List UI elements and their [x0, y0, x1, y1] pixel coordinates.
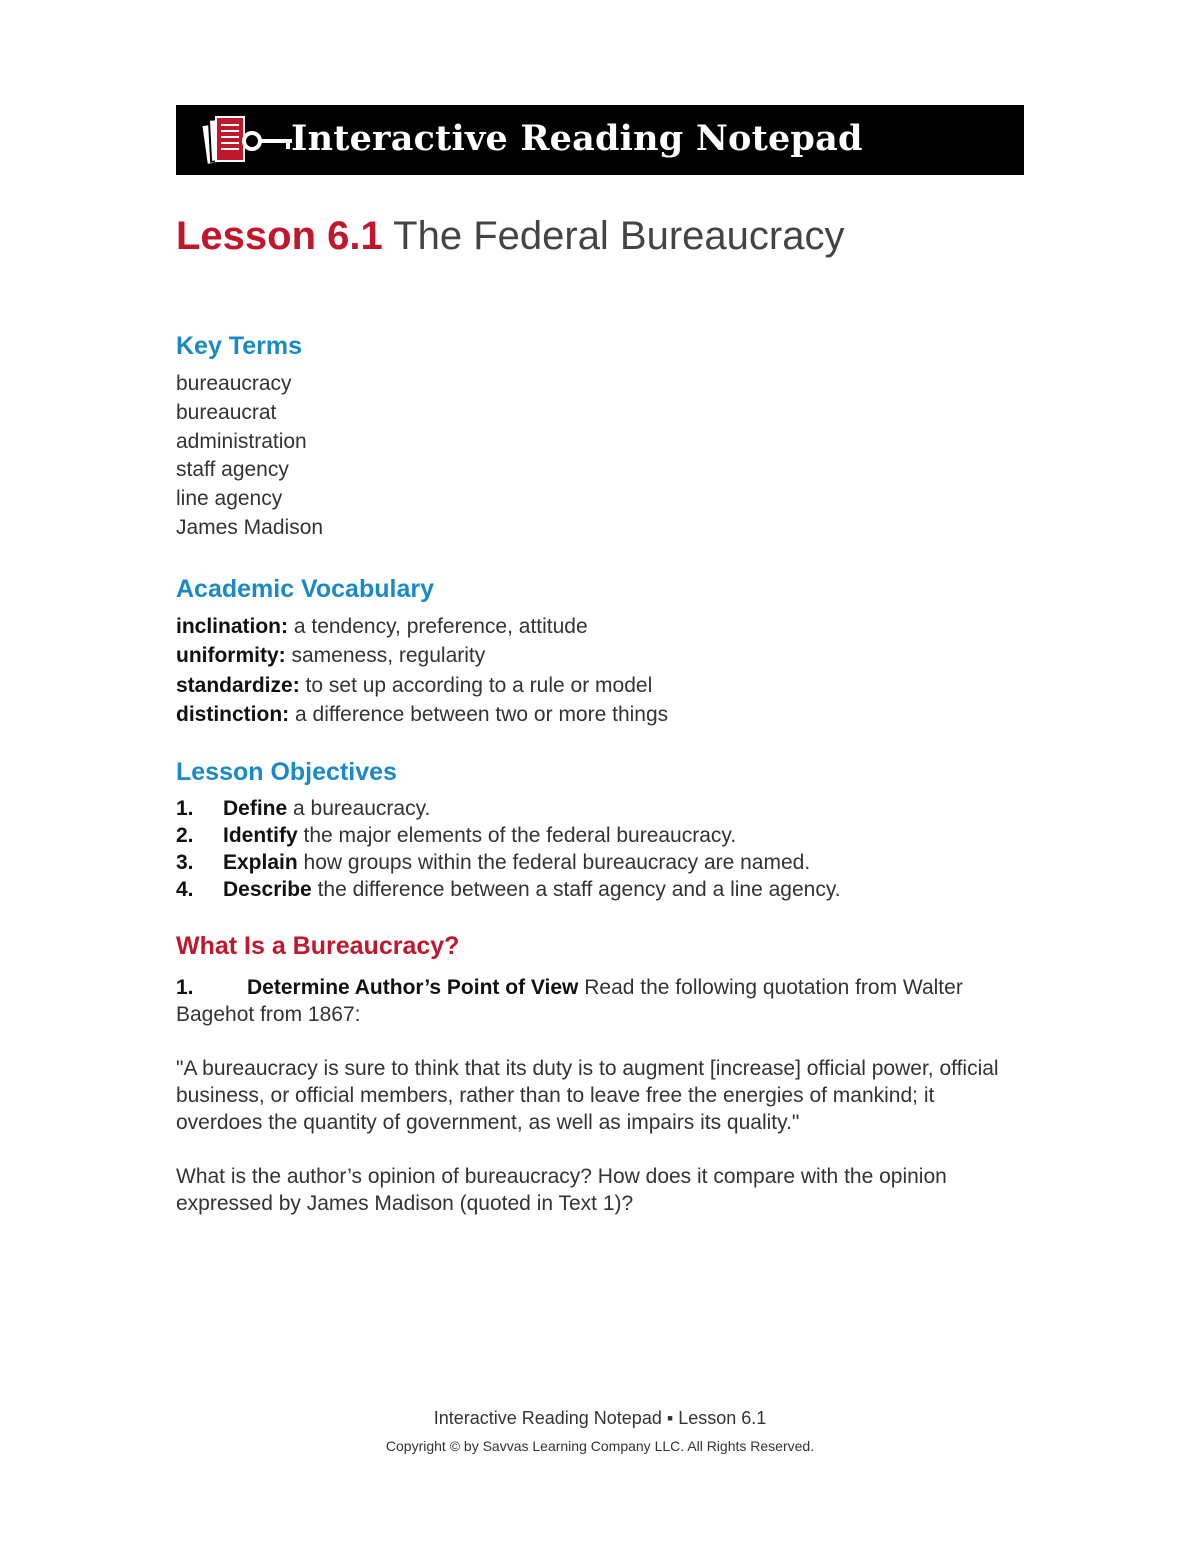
banner-title: Interactive Reading Notepad [291, 118, 863, 159]
list-item: bureaucrat [176, 400, 277, 424]
objective-verb: Define [223, 797, 288, 820]
objective-verb: Explain [223, 851, 298, 874]
page-title [176, 210, 844, 262]
vocabulary-definition: sameness, regularity [291, 644, 486, 668]
objective-number: 1. [176, 797, 194, 820]
objective-item [176, 795, 841, 822]
list-item: James Madison [176, 515, 324, 539]
vocabulary-definition: to set up according to a rule or model [305, 673, 653, 697]
key-terms-heading: Key Terms [176, 332, 302, 360]
key-terms-list [176, 370, 323, 543]
question-skill: Determine Author’s Point of View [247, 976, 579, 999]
vocabulary-term: inclination: [176, 615, 288, 638]
objective-text: how groups within the federal bureaucracy are named. [303, 851, 811, 874]
question-number: 1. [176, 976, 194, 999]
vocabulary-term: uniformity: [176, 644, 286, 668]
list-item: bureaucracy [176, 372, 292, 395]
footer-title: Interactive Reading Notepad ▪ Lesson 6.1 [433, 1408, 767, 1428]
vocabulary-item [176, 612, 668, 641]
vocabulary-item [176, 700, 668, 729]
footer-copyright: Copyright © by Savvas Learning Company LLC. All Rights Reserved. [385, 1438, 815, 1454]
lesson-objectives-heading: Lesson Objectives [176, 758, 397, 786]
quotation: "A bureaucracy is sure to think that its duty is to augment [increase] official power, official business, or official members, rather than to leave free the energies of mankind; it overdoes the quantity of government, as well as impairs its quality." [176, 1057, 999, 1134]
vocabulary-definition: a tendency, preference, attitude [293, 615, 588, 638]
objective-item [176, 876, 841, 903]
list-item: line agency [176, 487, 283, 511]
vocabulary-list [176, 612, 668, 729]
question-ask: What is the author’s opinion of bureaucracy? How does it compare with the opinion expressed by James Madison (quoted in Text 1)? [176, 1165, 947, 1215]
lesson-name: The Federal Bureaucracy [393, 214, 845, 258]
objective-item [176, 822, 841, 849]
objective-verb: Describe [223, 878, 312, 901]
objective-number: 2. [176, 824, 194, 847]
objective-text: a bureaucracy. [293, 797, 431, 820]
vocabulary-item [176, 671, 668, 700]
question-prompt [176, 974, 1016, 1028]
vocabulary-term: standardize: [176, 673, 300, 697]
lesson-number: Lesson 6.1 [176, 214, 383, 258]
objective-verb: Identify [223, 824, 298, 847]
objective-text: the difference between a staff agency and a line agency. [317, 878, 841, 901]
objective-number: 3. [176, 851, 194, 874]
objectives-list [176, 795, 841, 903]
objective-text: the major elements of the federal bureaucracy. [303, 824, 737, 847]
vocabulary-item [176, 641, 668, 670]
objective-item [176, 849, 841, 876]
question-block [176, 974, 1016, 1217]
vocabulary-definition: a difference between two or more things [295, 702, 669, 726]
vocabulary-term: distinction: [176, 702, 290, 726]
list-item: administration [176, 429, 307, 453]
question-prompt-text: Read the following quotation from Walter Bagehot from 1867: [176, 976, 963, 1026]
header-banner [176, 105, 1024, 175]
objective-number: 4. [176, 878, 194, 901]
list-item: staff agency [176, 458, 289, 482]
academic-vocabulary-heading: Academic Vocabulary [176, 575, 434, 603]
section-heading: What Is a Bureaucracy? [176, 932, 460, 960]
